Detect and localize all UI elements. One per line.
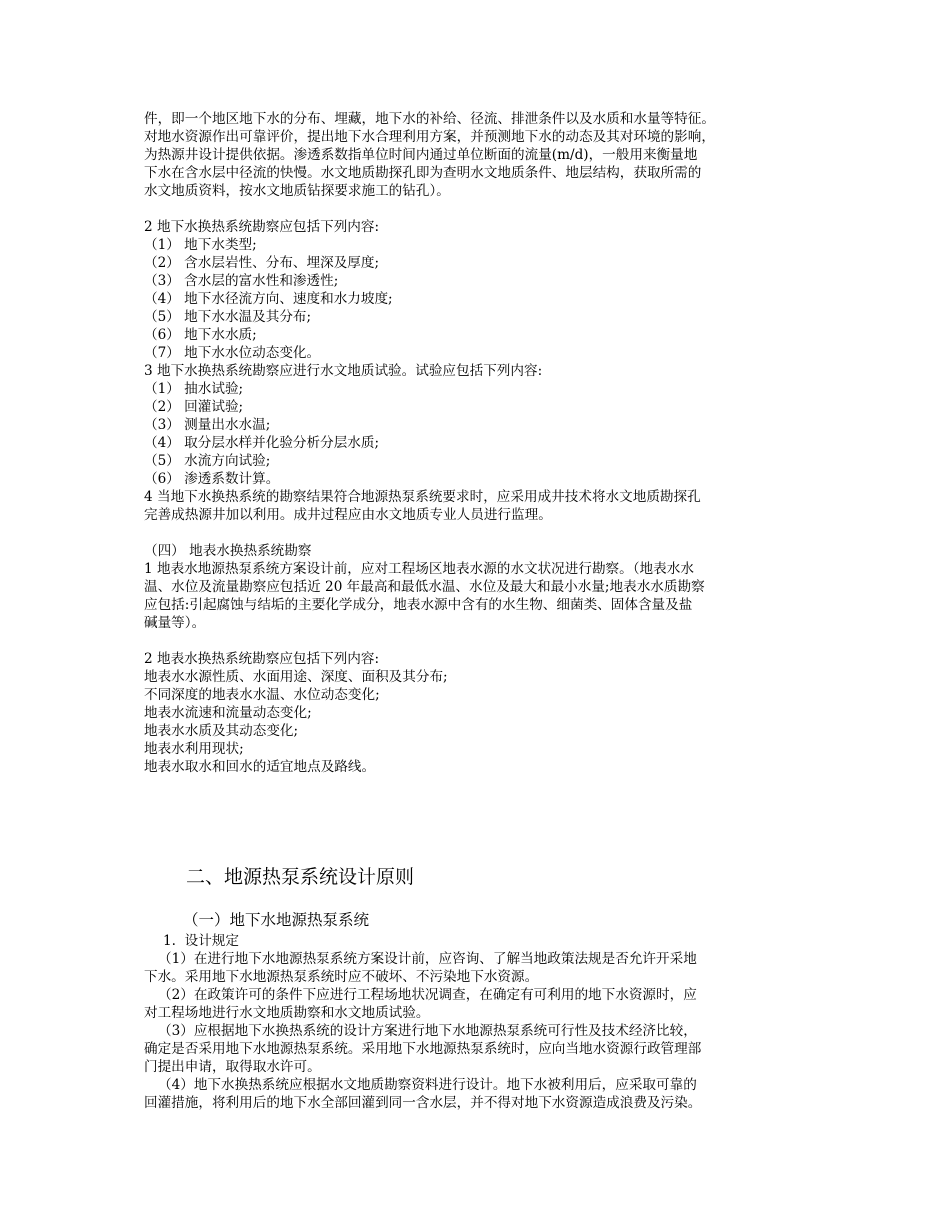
list-item: 地表水水质及其动态变化; xyxy=(144,723,299,739)
clause-line: （3）应根据地下水换热系统的设计方案进行地下水地源热泵系统可行性及技术经济比较， xyxy=(158,1023,697,1039)
list-item: （2） 回灌试验; xyxy=(144,399,244,415)
paragraph-line: 对地水资源作出可靠评价，提出地下水合理利用方案，并预测地下水的动态及其对环境的影响， xyxy=(144,129,715,145)
list-item: 不同深度的地表水水温、水位动态变化; xyxy=(144,687,380,703)
clause-line: 门提出申请，取得取水许可。 xyxy=(144,1059,321,1075)
list-item: 地表水取水和回水的适宜地点及路线。 xyxy=(144,759,376,775)
paragraph-line: 完善成热源井加以利用。成井过程应由水文地质专业人员进行监理。 xyxy=(144,507,552,523)
list-item: （2） 含水层岩性、分布、埋深及厚度; xyxy=(144,255,380,271)
list-item: 地表水流速和流量动态变化; xyxy=(144,705,312,721)
paragraph-line: 件，即一个地区地下水的分布、埋藏，地下水的补给、径流、排泄条件以及水质和水量等特征。 xyxy=(144,111,715,127)
clause-line: （1）在进行地下水地源热泵系统方案设计前，应咨询、了解当地政策法规是否允许开采地 xyxy=(158,951,697,967)
paragraph-line: 碱量等）。 xyxy=(144,615,206,631)
paragraph-line: 水文地质资料，按水文地质钻探要求施工的钻孔）。 xyxy=(144,183,450,199)
list-item: （1） 抽水试验; xyxy=(144,381,244,397)
item-heading: 2 地表水换热系统勘察应包括下列内容: xyxy=(144,651,380,667)
paragraph-line: 为热源井设计提供依据。渗透系数指单位时间内通过单位断面的流量(m/d)，一般用来衡量地 xyxy=(144,147,698,163)
clause-line: 下水。采用地下水地源热泵系统时应不破坏、不污染地下水资源。 xyxy=(144,969,539,985)
list-item: （5） 水流方向试验; xyxy=(144,453,271,469)
clause-line: 回灌措施，将利用后的地下水全部回灌到同一含水层，并不得对地下水资源造成浪费及污染。 xyxy=(144,1095,702,1111)
paragraph-line: 应包括:引起腐蚀与结垢的主要化学成分，地表水源中含有的水生物、细菌类、固体含量及盐 xyxy=(144,597,693,613)
list-item: 地表水利用现状; xyxy=(144,741,244,757)
paragraph-line: 下水在含水层中径流的快慢。水文地质勘探孔即为查明水文地质条件、地层结构，获取所需的 xyxy=(144,165,702,181)
list-item: （4） 取分层水样并化验分析分层水质; xyxy=(144,435,380,451)
list-item: （6） 渗透系数计算。 xyxy=(144,471,280,487)
paragraph-line: 温、水位及流量勘察应包括近 20 年最高和最低水温、水位及最大和最小水量;地表水水质勘察 xyxy=(144,579,705,595)
chapter-subtitle: （一）地下水地源热泵系统 xyxy=(183,911,370,929)
list-item: （5） 地下水水温及其分布; xyxy=(144,309,312,325)
list-item: 地表水水源性质、水面用途、深度、面积及其分布; xyxy=(144,669,448,685)
clause-line: 对工程场地进行水文地质勘察和水文地质试验。 xyxy=(144,1005,430,1021)
list-item: （7） 地下水水位动态变化。 xyxy=(144,345,321,361)
clause-line: （2）在政策许可的条件下应进行工程场地状况调查，在确定有可利用的地下水资源时，应 xyxy=(158,987,697,1003)
list-item: （6） 地下水水质; xyxy=(144,327,257,343)
clause-line: （4）地下水换热系统应根据水文地质勘察资料进行设计。地下水被利用后，应采取可靠的 xyxy=(158,1077,697,1093)
paragraph-line: 1 地表水地源热泵系统方案设计前，应对工程场区地表水源的水文状况进行勘察。（地表水水 xyxy=(144,561,694,577)
paragraph-line: 4 当地下水换热系统的勘察结果符合地源热泵系统要求时，应采用成井技术将水文地质勘探孔 xyxy=(144,489,701,505)
chapter-title: 二、地源热泵系统设计原则 xyxy=(186,866,415,888)
item-heading: 2 地下水换热系统勘察应包括下列内容: xyxy=(144,219,380,235)
list-item: （3） 含水层的富水性和渗透性; xyxy=(144,273,339,289)
list-item: （4） 地下水径流方向、速度和水力坡度; xyxy=(144,291,393,307)
clause-heading: 1. 设计规定 xyxy=(163,933,239,949)
item-heading: 3 地下水换热系统勘察应进行水文地质试验。试验应包括下列内容: xyxy=(144,363,543,379)
list-item: （3） 测量出水水温; xyxy=(144,417,271,433)
section-heading: （四） 地表水换热系统勘察 xyxy=(144,543,312,559)
clause-line: 确定是否采用地下水地源热泵系统。采用地下水地源热泵系统时，应向当地水资源行政管理部 xyxy=(144,1041,702,1057)
list-item: （1） 地下水类型; xyxy=(144,237,257,253)
